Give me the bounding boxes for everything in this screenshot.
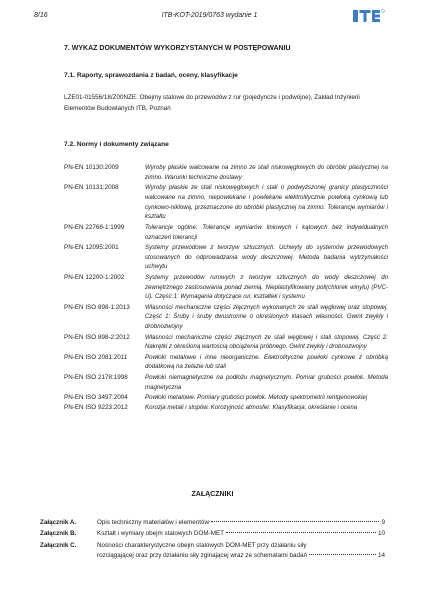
standard-code: PN-EN 12095:2001 — [64, 243, 119, 251]
annex-text: rozciągającej oraz przy działaniu siły zginającej wraz ze schematami badań — [97, 551, 307, 559]
annex-label: Załącznik C. — [40, 541, 77, 549]
standard-code: PN-EN ISO 2178:1998 — [64, 373, 128, 381]
annex-page-number: 9 — [381, 519, 385, 526]
annex-toc-line — [97, 518, 385, 528]
annex-page-number: 14 — [377, 551, 385, 559]
annexes-title: ZAŁĄCZNIKI — [191, 491, 234, 498]
standard-description: Wyroby płaskie walcowane na zimno ze stali niskowęglowych do obróbki plastycznej na zimno. Warunki techniczne dostawy — [145, 164, 388, 181]
standard-code: PN-EN 10130:2009 — [64, 164, 119, 171]
annexes-list — [40, 518, 385, 562]
standard-description: Własności mechaniczne części złącznych ze stali węglowej i stali stopowej. Część 2: Nakrętki z określoną wartością obciążenia próbnego. Gwint zwykły i drobnozwojny — [145, 333, 388, 351]
annex-body — [97, 541, 385, 561]
reports-paragraph: LZE01-01556/18/Z00NZE. Obejmy stalowe do przewodów z rur (pojedyncze i podwójne), Zakład Inżynierii Elementów Budowlanych ITB, Poznań — [64, 94, 360, 112]
standard-row — [64, 243, 388, 272]
standard-description: Własności mechaniczne części złącznych wykonanych ze stali węglowej oraz stopowej. Część 1: Śruby i śruby dwustronne o określonych klasach własności. Gwint zwykły i drobnozwojny — [145, 303, 388, 331]
standard-row — [64, 273, 388, 302]
standard-row — [64, 223, 388, 243]
subsection-standards-title: 7.2. Normy i dokumenty związane — [64, 141, 169, 148]
standard-description: Systemy przewodowe z tworzyw sztucznych. Uchwyty do systemów przewodowych stosowanych do odprowadzania wody deszczowej. Metoda badania wytrzymałości uchwytu — [145, 243, 388, 271]
standard-row — [64, 163, 388, 183]
standard-code: PN-EN ISO 3497:2004 — [64, 393, 128, 401]
annex-row — [40, 529, 385, 539]
standards-table — [64, 163, 388, 413]
page-header — [34, 9, 385, 25]
standard-row — [64, 393, 388, 403]
annex-page-number: 10 — [377, 530, 385, 538]
standard-description: Powłoki niemagnetyczne na podłożu magnetycznym. Pomiar grubości powłok. Metoda magnetyczna — [145, 373, 388, 391]
standard-description: Wyroby płaskie ze stali niskowęglowych i stali o podwyższonej granicy plastyczności walcowane na zimno, niepowlekane i powlekane elektrolitycznie powłoką cynkową lub cynkowo-niklową, przeznaczone do obróbki plastycznej na zimno. Tolerancje wymiarów i kształtu — [145, 184, 388, 221]
standard-code: PN-EN 10131:2008 — [64, 184, 119, 192]
annex-label: Załącznik B. — [40, 530, 77, 538]
annex-label: Załącznik A. — [40, 519, 77, 526]
standard-row — [64, 353, 388, 373]
annex-toc-line — [97, 529, 385, 539]
document-title: ITB-KOT-2019/0763 wydanie 1 — [161, 12, 258, 19]
annex-row — [40, 541, 385, 561]
standard-code: PN-EN ISO 2081:2011 — [64, 353, 128, 361]
dot-leader — [211, 521, 379, 522]
standard-description: Tolerancje ogólne. Tolerancje wymiarów liniowych i kątowych bez indywidualnych oznaczeń tolerancji — [145, 223, 388, 241]
standard-row — [64, 333, 388, 353]
dot-leader — [226, 532, 376, 533]
standard-row — [64, 403, 388, 413]
standard-description: Powłoki metalowe i inne nieorganiczne. Elektrolityczne powłoki cynkowe z obróbką dodatkową na żelazie lub stali — [145, 353, 388, 371]
itb-logo — [353, 9, 385, 23]
standard-code: PN-EN ISO 898-1:2013 — [64, 303, 130, 311]
annex-text: Opis techniczny materiałów i elementów — [97, 519, 209, 526]
annex-body — [97, 529, 385, 539]
standard-description: Korozja metali i stopów. Korozyjność atmosfer. Klasyfikacja, określanie i ocena — [145, 404, 358, 412]
annex-text: Kształt i wymiary obejm stalowych DOM-MET — [97, 530, 225, 538]
standard-row — [64, 183, 388, 222]
dot-leader — [309, 554, 376, 555]
standard-row — [64, 373, 388, 393]
standard-description: Systemy przewodów rurowych z tworzyw sztucznych do wody deszczowej do zewnętrznego zastosowania ponad ziemią. Nieplastyfikowany poli(chlorek winylu) (PVC-U). Część 1: Wymagania dotyczące rur, kształtek i systemu — [145, 273, 388, 301]
annex-toc-line — [97, 551, 385, 561]
subsection-reports-title: 7.1. Raporty, sprawozdania z badań, oceny, klasyfikacje — [64, 72, 238, 79]
standard-row — [64, 303, 388, 332]
annex-row — [40, 518, 385, 528]
annex-text: Nośności charakterystyczne obejm stalowych DOM-MET przy działaniu siły — [97, 541, 307, 549]
annex-body — [97, 518, 385, 528]
page-number: 8/16 — [34, 12, 48, 19]
standard-code: PN-EN ISO 9223:2012 — [64, 404, 128, 412]
standard-description: Powłoki metalowe. Pomiary grubości powłok. Metody spektrometrii rentgenowskiej — [145, 393, 368, 401]
standard-code: PN-EN ISO 898-2:2012 — [64, 333, 130, 341]
section-title: 7. WYKAZ DOKUMENTÓW WYKORZYSTANYCH W POSTĘPOWANIU — [64, 45, 291, 52]
standard-code: PN-EN 12200-1:2002 — [64, 273, 125, 281]
standard-code: PN-EN 22768-1:1999 — [64, 223, 125, 231]
